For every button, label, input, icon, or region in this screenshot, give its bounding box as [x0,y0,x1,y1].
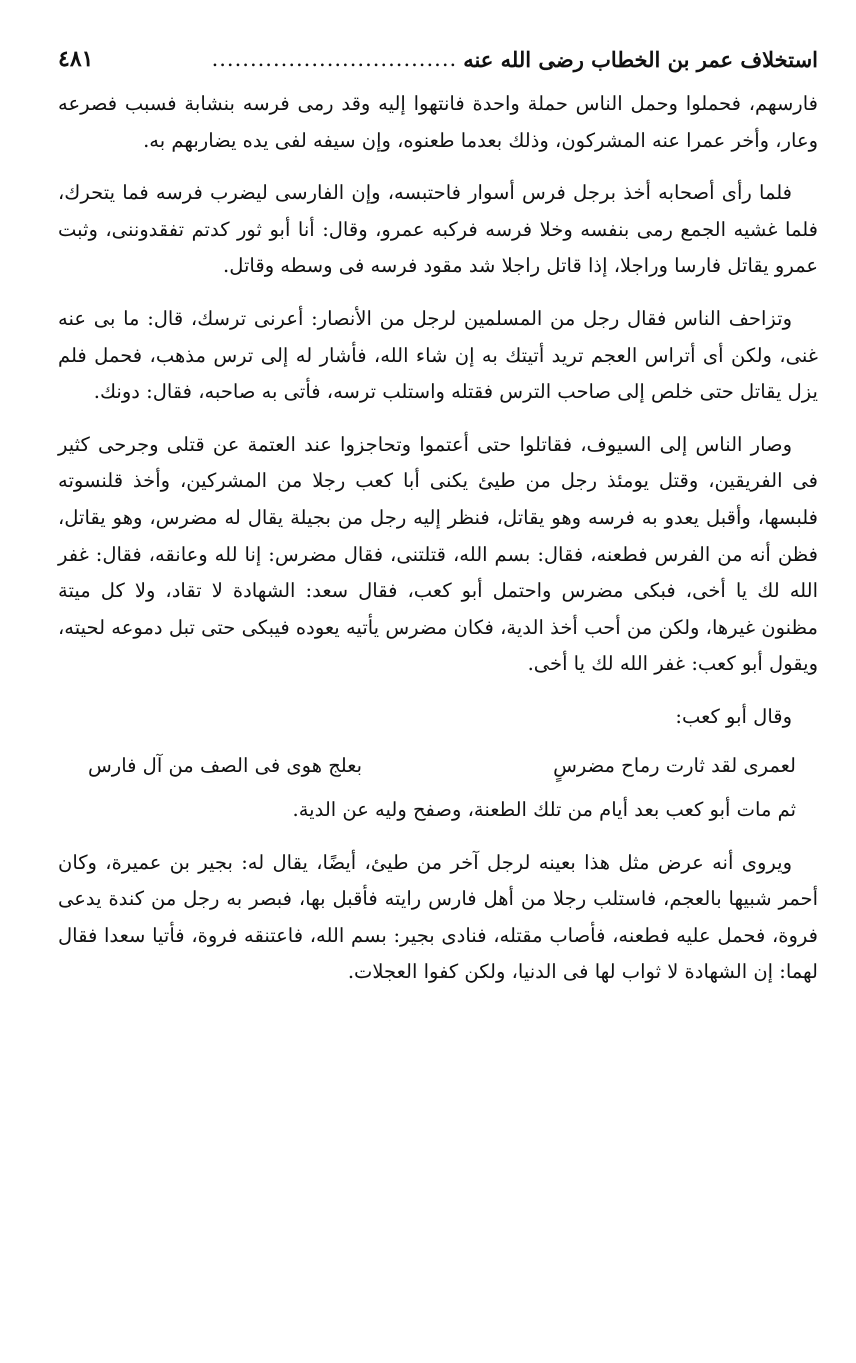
header-leader-dots: ................................ [211,47,458,71]
page-body [58,86,818,1007]
paragraph-bujayr: ويروى أنه عرض مثل هذا بعينه لرجل آخر من طيئ، أيضًا، يقال له: بجير بن عميرة، وكان أحمر شبيها بالعجم، فاستلب رجلا من أهل فارس رايته فأقبل بها، فبصر به رجل من كندة يدعى فروة، فحمل عليه فطعنه، فأصاب مقتله، فنادى بجير: بسم الله، فاعتنقه فروة، فأتيا سعدا فقال لهما: إن الشهادة لا ثواب لها فى الدنيا، ولكن كفوا العجلات. [58,850,818,984]
paragraph-shield: وتزاحف الناس فقال رجل من المسلمين لرجل من الأنصار: أعرنى ترسك، قال: ما بى عنه غنى، ولكن أى أتراس العجم تريد أتيتك به إن شاء الله، فأشار له إلى ترس مذهب، فحمل فلم يزل يقاتل حتى خلص إلى صاحب الترس فقتله واستلب ترسه، فأتى به صاحبه، فقال: دونك. [58,306,818,404]
paragraph-abu-thawr: فلما رأى أصحابه أخذ برجل فرس أسوار فاحتبسه، وإن الفارسى ليضرب فرسه فما يتحرك، فلما غشيه الجمع رمى بنفسه وخلا فرسه فركبه عمرو، وقال: أنا أبو ثور كدتم تفقدوننى، وثبت عمرو يقاتل فارسا وراجلا، إذا قاتل راجلا شد مقود فرسه فى وسطه وقاتل. [58,181,818,278]
chapter-title: استخلاف عمر بن الخطاب رضى الله عنه [463,46,818,72]
poem-line [88,748,796,785]
page-number: ٤٨١ [58,46,94,72]
poem-second-hemistich: بعلج هوى فى الصف من آل فارس [88,753,363,777]
paragraph-swords: وصار الناس إلى السيوف، فقاتلوا حتى أعتموا وتحاجزوا عند العتمة عن قتلى وجرحى كثير فى الفريقين، وقتل يومئذ رجل من طيئ يكنى أبا كعب رجلا من المشركين، وأخذ قلنسوته فلبسها، وأقبل يعدو به فرسه وهو يقاتل، فنظر إليه رجل من بجيلة يقال له مضرس، وهو يقاتل، فظن أنه من الفرس فطعنه، فقال: بسم الله، قتلتنى، فقال مضرس: إنا لله وعانقه، فقال: غفر الله لك يا أخى، فبكى مضرس واحتمل أبو كعب، فقال سعد: الشهادة لا تقاد، ولا كل ميتة مظنون غيرها، ولكن من أحب أخذ الدية، فكان مضرس يأتيه يعوده فيبكى حتى تبل دموعه لحيته، ويقول أبو كعب: غفر الله لك يا أخى. [58,432,818,676]
paragraph-continuation: فارسهم، فحملوا وحمل الناس حملة واحدة فانتهوا إليه وقد رمى فرسه بنشابة فسبب فصرعه وعار، وأخر عمرا عنه المشركون، وذلك بعدما طعنوه، وإن سيفه لفى يده يضاربهم به. [58,92,818,152]
poem-first-hemistich: لعمرى لقد ثارت رماح مضرسٍ [553,753,796,777]
after-poem-note: ثم مات أبو كعب بعد أيام من تلك الطعنة، وصفح وليه عن الدية. [292,798,796,822]
poem-intro: وقال أبو كعب: [675,704,792,728]
poem-verse [88,748,796,785]
running-header [58,40,818,78]
